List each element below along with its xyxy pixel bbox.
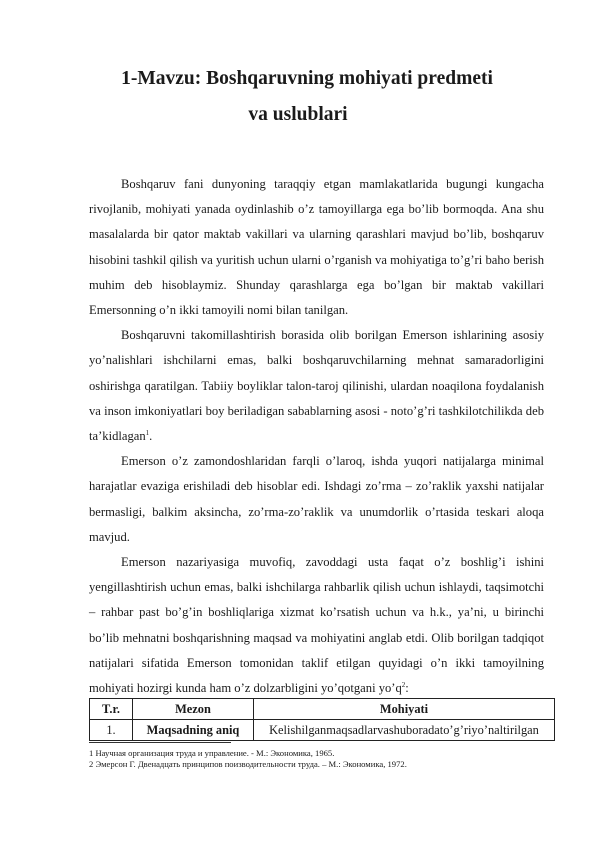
table-cell: 1.	[90, 720, 133, 741]
footnote: 1 Научная организация труда и управление. - М.: Экономика, 1965.	[89, 748, 335, 758]
column-header: Mohiyati	[254, 699, 555, 720]
table-cell: Kelishilganmaqsadlarvashuboradato’g’riyo’naltirilgan	[254, 720, 555, 741]
principles-table	[89, 698, 555, 741]
column-header: Mezon	[133, 699, 254, 720]
page-title: 1-Mavzu: Boshqaruvning mohiyati predmeti	[121, 68, 493, 89]
footnote-divider	[89, 742, 231, 743]
table-header-row	[90, 699, 555, 720]
column-header: T.r.	[90, 699, 133, 720]
footnote-ref[interactable]: 2	[401, 680, 406, 689]
paragraph: Emerson o’z zamondoshlaridan farqli o’laroq, ishda yuqori natijalarga minimal harajatlar evaziga erishiladi deb hisoblar edi. Ishdagi zo’rma – zo’raklik yaxshi natijalar bermasligi, balkim aksincha, zo’rma-zo’raklik va unumdorlik o’rtasida teskari aloqa mavjud.	[89, 454, 544, 544]
footnote: 2 Эмерсон Г. Двенадцать принципов поизводительности труда. – М.: Экономика, 1972.	[89, 759, 407, 769]
footnote-ref[interactable]: 1	[145, 428, 150, 437]
body-text	[89, 172, 544, 701]
page-title-line2: va uslublari	[248, 104, 348, 125]
paragraph: Boshqaruvni takomillashtirish borasida olib borilgan Emerson ishlarining asosiy yo’nalishlari ishchilarni emas, balki boshqaruvchilarning mehnat samaradorligini oshirishga qaratilgan. Tabiiy boyliklar talon-taroj qilinishi, ulardan noaqilona foydalanish va inson imkoniyatlari boy beriladigan sabablarning asosi - noto’g’ri tashkilotchilikda deb ta’kidlagan$^1$.	[89, 328, 544, 444]
table-row	[90, 720, 555, 741]
table-cell: Maqsadning aniq	[133, 720, 254, 741]
paragraph: Boshqaruv fani dunyoning taraqqiy etgan mamlakatlarida bugungi kungacha rivojlanib, mohiyati yanada oydinlashib o’z tamoyillarga ega bo’lib bormoqda. Ana shu masalalarda bir qator maktab vakillari va ularning qarashlari mavjud bo’lib, boshqaruv hisobini tashkil qilish va yuritish uchun ularni o’rganish va mohiyatiga to’g’ri baho berish muhim deb hisoblaymiz. Shunday qarashlarga ega bo’lgan bir maktab vakillari Emersonning o’n ikki tamoyili nomi bilan tanilgan.	[89, 177, 544, 318]
paragraph: Emerson nazariyasiga muvofiq, zavoddagi usta faqat o’z boshlig’i ishini yengillashtirish uchun emas, balki ishchilarga rahbarlik qilish uchun ishlaydi, taqsimotchi – rahbar past bo’g’in boshliqlariga xizmat ko’rsatish uchun va h.k., ya’ni, u birinchi bo’lib mehnatni boshqarishning maqsad va mohiyatini anglab etdi. Olib borilgan tadqiqot natijalari sifatida Emerson tomonidan taklif etilgan quyidagi o’n ikki tamoyilning mohiyati hozirgi kunda ham o’z dolzarbligini yo’qotgani $yo’q^2$:	[89, 555, 544, 696]
